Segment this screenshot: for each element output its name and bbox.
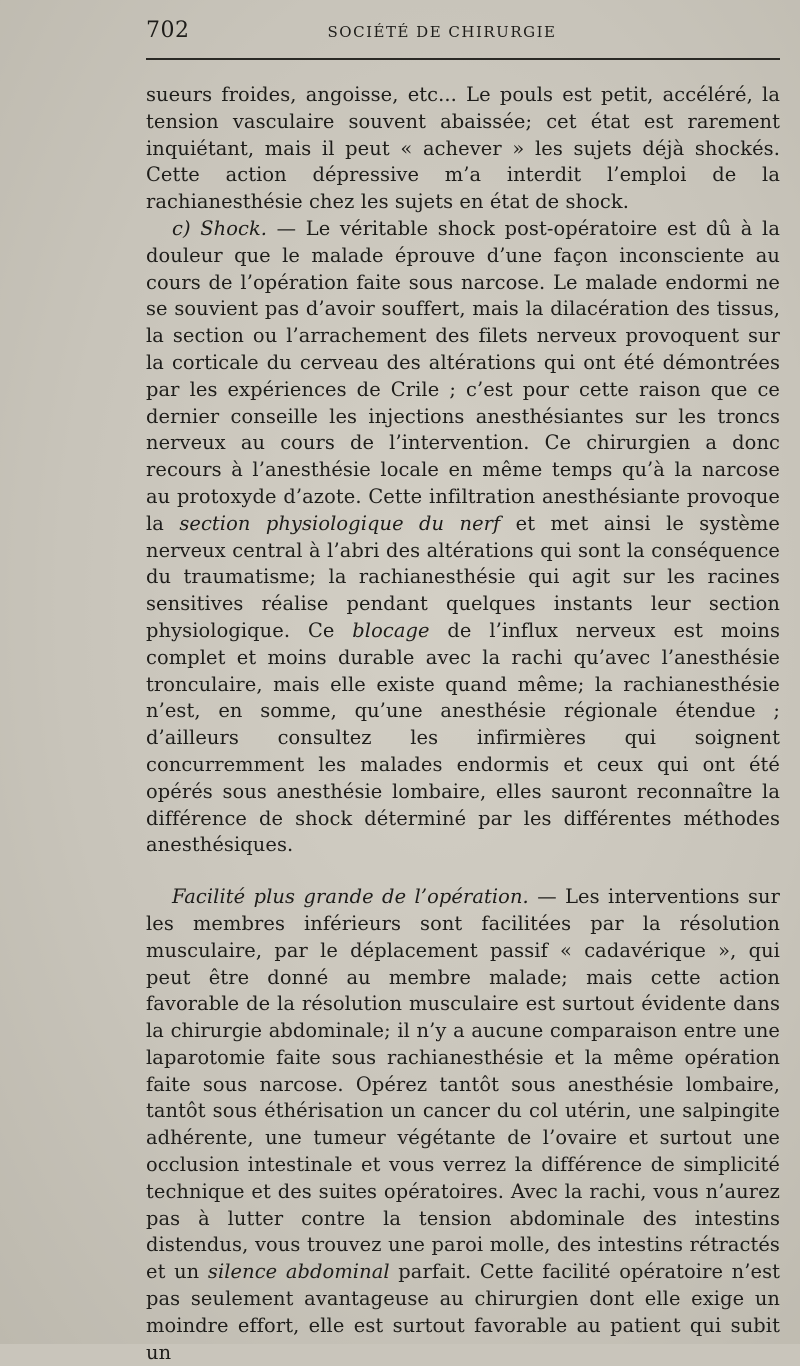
italic-phrase: silence abdominal bbox=[207, 1260, 390, 1284]
paragraph-text: parfait. Cette facilité opératoire n’est pas seulement avantageuse au chirurgien dont elle exige un moindre effort, elle est surtout favorable au patient qui subit un bbox=[146, 1260, 781, 1364]
paragraph-continuation: sueurs froides, angoisse, etc... Le pouls est petit, accéléré, la tension vasculaire souvent abaissée; cet état est rarement inquiétant, mais il peut « achever » les sujets déjà shockés. Cette action dépressive m’a interdit l’emploi de la rachianesthésie chez les sujets en état de shock. bbox=[146, 83, 780, 214]
paragraph-shock bbox=[146, 216, 780, 859]
page-number: 702 bbox=[146, 18, 190, 43]
section-label-shock: c) Shock. bbox=[172, 216, 268, 240]
running-head: SOCIÉTÉ DE CHIRURGIE bbox=[327, 23, 557, 41]
paragraph-text: — Le véritable shock post-opératoire est dû à la douleur que le malade éprouve d’une façon inconsciente au cours de l’opération faite sous narcose. Le malade endormi ne se souvient pas d’avoir souffert, mais la dilacération des tissus, la section ou l’arrachement des filets nerveux provoquent sur la corticale du cerveau des altérations qui ont été démontrées par les expériences de Crile ; c’est pour cette raison que ce dernier conseille les injections anesthésiantes sur les troncs nerveux au cours de l’intervention. Ce chirurgien a donc recours à l’anesthésie locale en même temps qu’à la narcose au protoxyde d’azote. Cette infiltration anesthésiante provoque la bbox=[146, 216, 780, 535]
page-header bbox=[146, 16, 778, 46]
paragraph-text: de l’influx nerveux est moins complet et moins durable avec la rachi qu’avec l’anesthésie tronculaire, mais elle existe quand même; la rachianesthésie n’est, en somme, qu’une anesthésie régionale étendue ; d’ailleurs consultez les infirmières qui soignent concurremment les malades endormis et ceux qui ont été opérés sous anesthésie lombaire, elles sauront reconnaître la différence de shock déterminé par les différentes méthodes anesthésiques. bbox=[146, 618, 781, 857]
italic-phrase: section physiologique du nerf bbox=[179, 511, 501, 535]
paragraph-text: — Les interventions sur les membres inférieurs sont facilitées par la résolution musculaire, par le déplacement passif « cadavérique », qui peut être donné au membre malade; mais cette action favorable de la résolution musculaire est surtout évidente dans la chirurgie abdominale; il n’y a aucune comparaison entre une laparotomie faite sous rachianesthésie et la même opération faite sous narcose. Opérez tantôt sous anesthésie lombaire, tantôt sous éthérisation un cancer du col utérin, une salpingite adhérente, une tumeur végétante de l’ovaire et surtout une occlusion intestinale et vous verrez la différence de simplicité technique et des suites opératoires. Avec la rachi, vous n’aurez pas à lutter contre la tension abdominale des intestins distendus, vous trouvez une paroi molle, des intestins rétractés et un bbox=[146, 885, 780, 1284]
italic-phrase: blocage bbox=[352, 618, 430, 642]
paragraph-facilite bbox=[146, 884, 780, 1366]
paragraph-text: et met ainsi le système nerveux central à l’abri des altérations qui sont la conséquence du traumatisme; la rachianesthésie qui agit sur les racines sensitives réalise pendant quelques instants leur section physiologique. Ce bbox=[146, 511, 780, 642]
header-rule bbox=[146, 58, 780, 60]
section-heading-facilite: Facilité plus grande de l’opération. bbox=[172, 885, 529, 909]
body-text bbox=[146, 82, 780, 1366]
